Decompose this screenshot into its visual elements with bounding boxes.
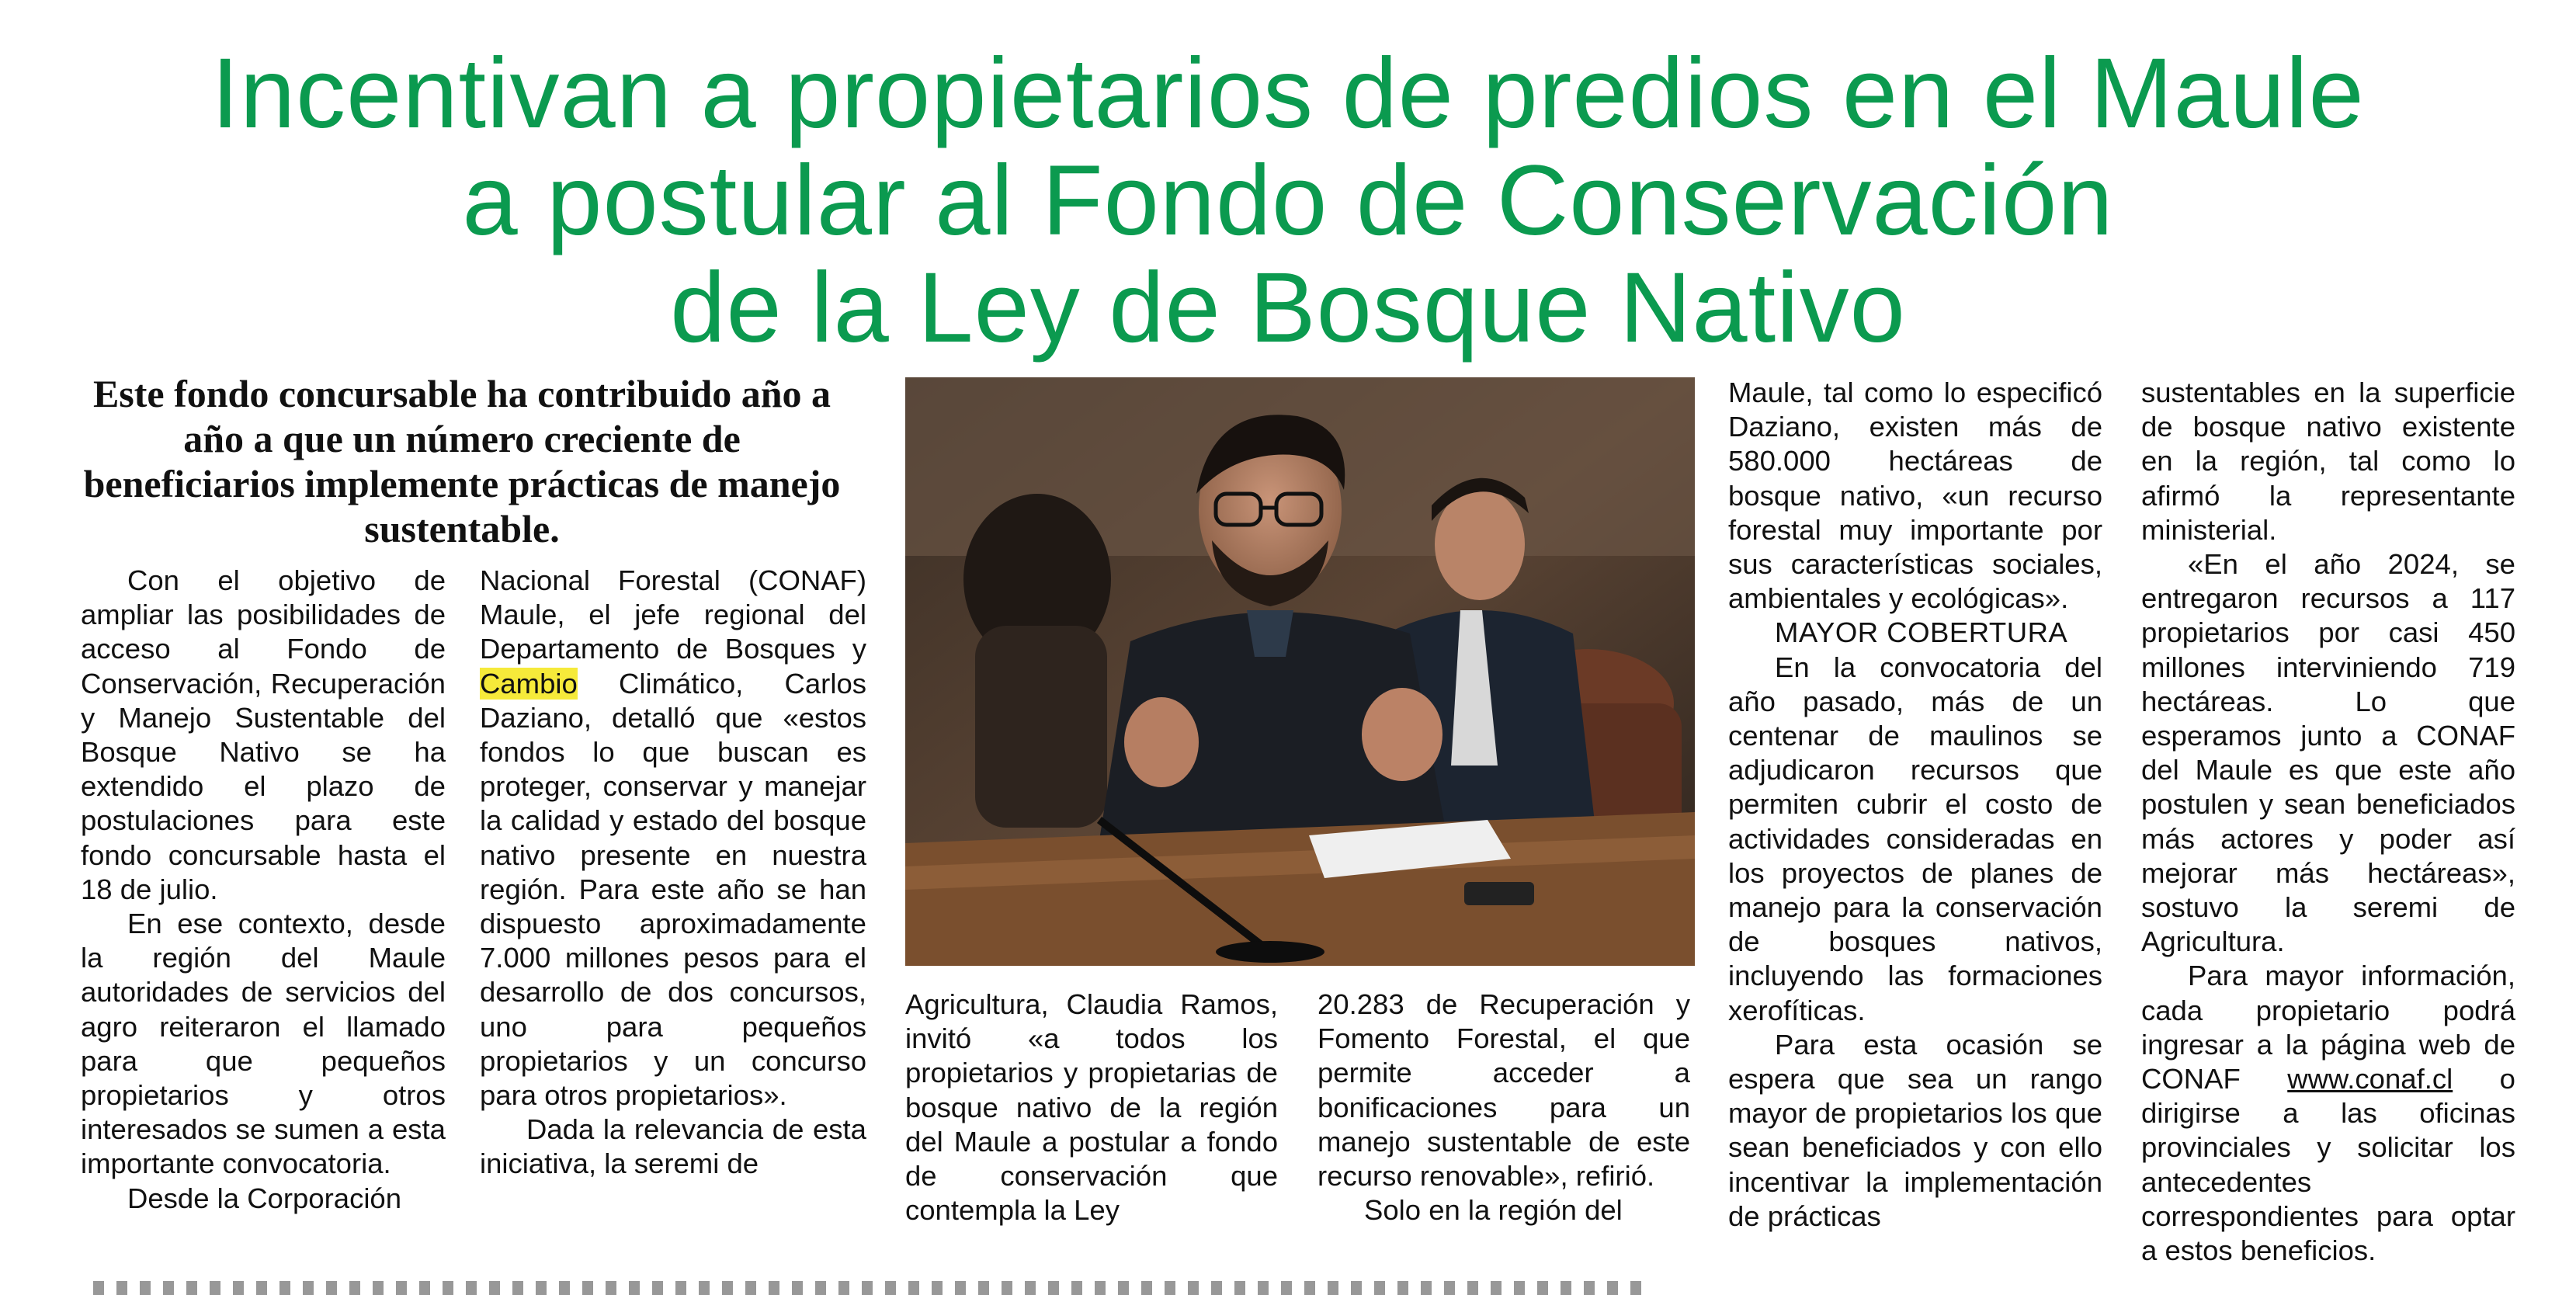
paragraph: Maule, tal como lo especificó Daziano, existen más de 580.000 hectáreas de bosque nativo, «un recurso forestal muy importante por sus características sociales, ambientales y ecológicas». bbox=[1728, 377, 2102, 615]
headline-line-1: Incentivan a propietarios de predios en el Maule bbox=[211, 38, 2365, 149]
column-5 bbox=[1728, 376, 2102, 1234]
paragraph: Dada la relevancia de esta iniciativa, la seremi de bbox=[480, 1113, 866, 1180]
deck-subtitle: Este fondo concursable ha contribuido año a año a que un número creciente de beneficiarios implemente prácticas de manejo sustentable. bbox=[83, 372, 841, 550]
column-2 bbox=[480, 564, 866, 1182]
column-1 bbox=[81, 564, 446, 1216]
text-run: o dirigirse a las oficinas provinciales y solicitar los antecedentes correspondientes para optar a estos beneficios. bbox=[2141, 1063, 2515, 1267]
paragraph: Desde la Corporación bbox=[127, 1182, 402, 1214]
paragraph: «En el año 2024, se entregaron recursos a 117 propietarios por casi 450 millones interviniendo 719 hectáreas. Lo que esperamos junto a CONAF del Maule es que este año postulen y sean beneficiados más actores y poder así mejorar más hectáreas», sostuvo la seremi de Agricultura. bbox=[2141, 548, 2515, 958]
article-photo bbox=[905, 377, 1695, 966]
paragraph: Con el objetivo de ampliar las posibilidades de acceso al Fondo de Conservación, Recuperación y Manejo Sustentable del Bosque Nativo se ha extendido el plazo de postulaciones para este fondo concursable hasta el 18 de julio. bbox=[81, 564, 446, 905]
paragraph: En la convocatoria del año pasado, más de un centenar de maulinos se adjudicaron recursos que permiten cubrir el costo de actividades consideradas en los proyectos de planes de manejo para la conservación de bosques nativos, incluyendo las formaciones xerofíticas. bbox=[1728, 651, 2102, 1026]
headline-line-2: a postular al Fondo de Conservación bbox=[462, 145, 2114, 256]
highlighted-word: Cambio bbox=[480, 667, 578, 700]
subheading: MAYOR COBERTURA bbox=[1775, 616, 2068, 649]
column-3 bbox=[905, 988, 1278, 1227]
headline bbox=[0, 40, 2576, 362]
text-run: Para mayor información, cada propietario podrá ingresar a la página web de CONAF bbox=[2141, 960, 2515, 1095]
column-6 bbox=[2141, 376, 2515, 1268]
paragraph bbox=[2141, 959, 2515, 1268]
paragraph: En ese contexto, desde la región del Maule autoridades de servicios del agro reiteraron el llamado para que pequeños propietarios y otros interesados se sumen a esta importante convocatoria. bbox=[81, 908, 446, 1180]
conaf-link[interactable]: www.conaf.cl bbox=[2287, 1063, 2453, 1095]
column-4 bbox=[1318, 988, 1690, 1227]
paragraph: 20.283 de Recuperación y Fomento Forestal, el que permite acceder a bonificaciones para un manejo sustentable de este recurso renovable», refirió. bbox=[1318, 988, 1690, 1193]
headline-line-3: de la Ley de Bosque Nativo bbox=[670, 252, 1906, 363]
paragraph: sustentables en la superficie de bosque nativo existente en la región, tal como lo afirmó la representante ministerial. bbox=[2141, 377, 2515, 546]
paragraph: Solo en la región del bbox=[1364, 1194, 1623, 1227]
text-run: Nacional Forestal (CONAF) Maule, el jefe regional del Departamento de Bosques y bbox=[480, 564, 866, 665]
next-article-edge bbox=[93, 1281, 1646, 1295]
paragraph: Para esta ocasión se espera que sea un rango mayor de propietarios los que sean beneficiados y con ello incentivar la implementación de prácticas bbox=[1728, 1028, 2102, 1232]
paragraph: Agricultura, Claudia Ramos, invitó «a todos los propietarios y propietarias de bosque nativo de la región del Maule a postular a fondo de conservación que contempla la Ley bbox=[905, 988, 1278, 1227]
photo-illustration bbox=[905, 377, 1695, 966]
text-run: Climático, Carlos Daziano, detalló que «estos fondos lo que buscan es proteger, conservar y manejar la calidad y estado del bosque nativo presente en nuestra región. Para este año se han dispuesto aproximadamente 7.000 millones pesos para el desarrollo de dos concursos, uno para pequeños propietarios y un concurso para otros propietarios». bbox=[480, 667, 866, 1112]
paragraph bbox=[480, 564, 866, 1113]
